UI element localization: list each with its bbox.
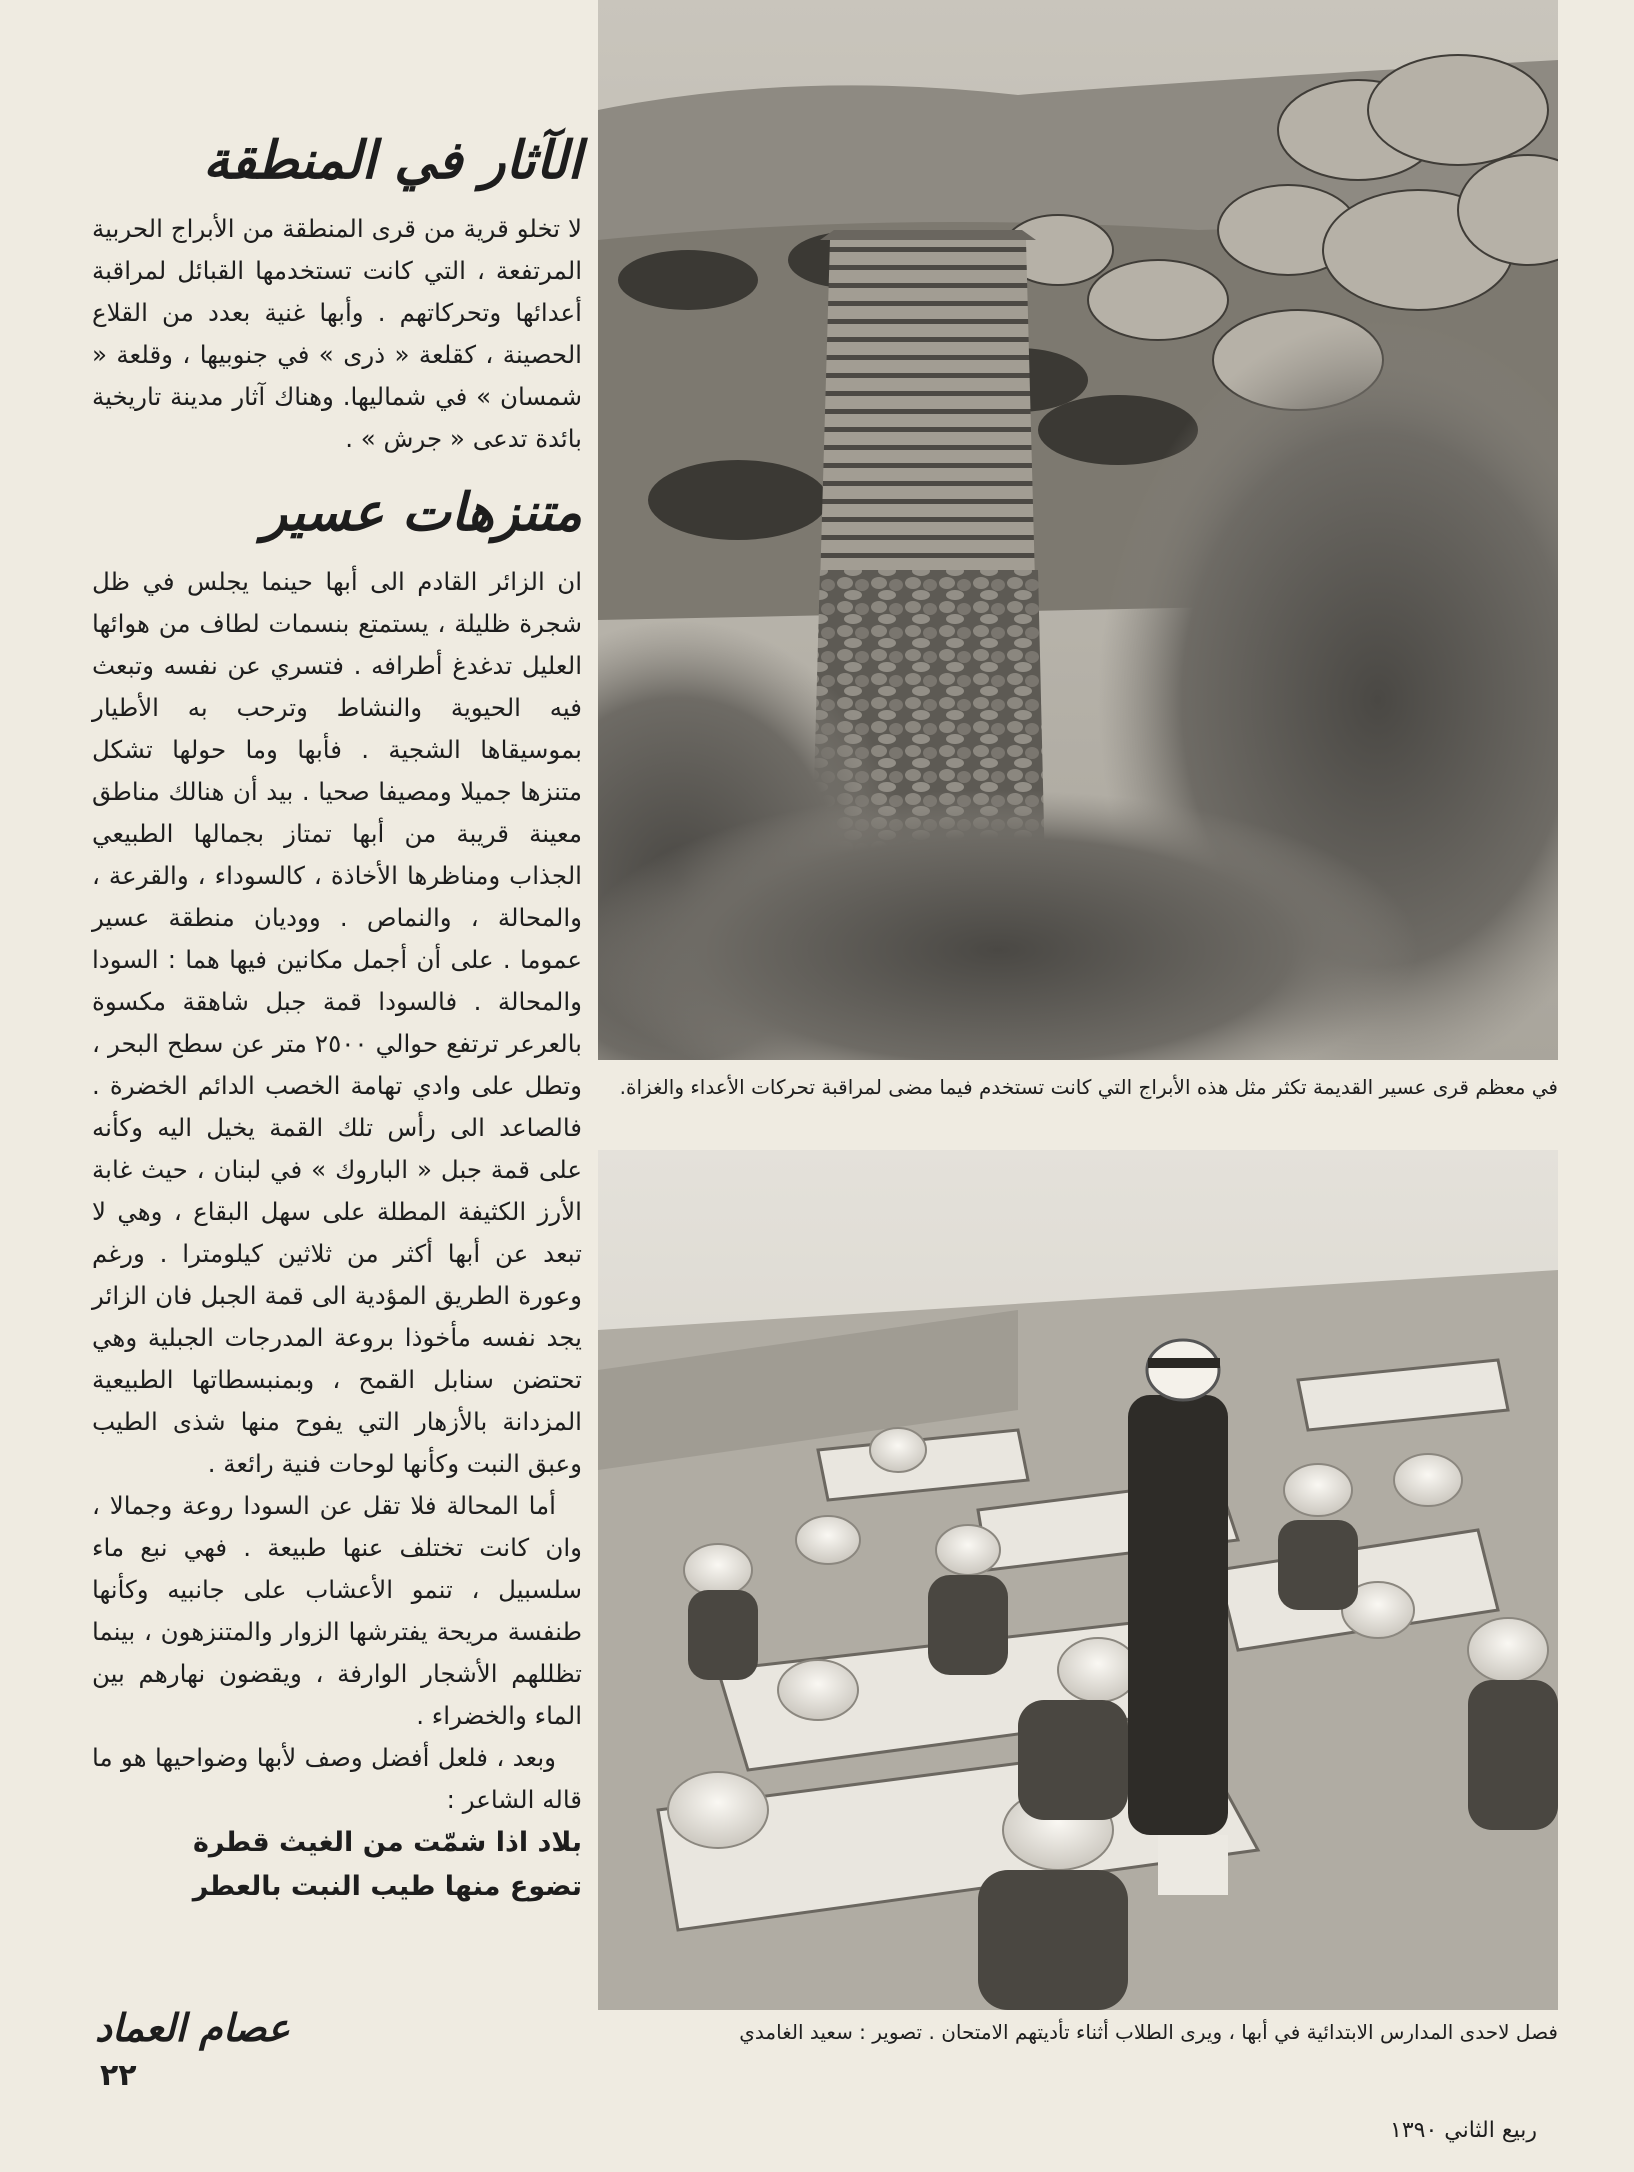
paragraph-poet-intro: وبعد ، فلعل أفضل وصف لأبها وضواحيها هو ما قاله الشاعر : bbox=[92, 1742, 582, 1814]
paragraph-parks: ان الزائر القادم الى أبها حينما يجلس في ظل شجرة ظليلة ، يستمتع بنسمات لطاف من هوائها العليل تدغدغ أطرافه . فتسري عن نفسه وتبعث فيه الحيوية والنشاط وترحب به الأطيار بموسيقاها الشجية . فأبها وما حولها تشكل متنزها جميلا ومصيفا صحيا . بيد أن هنالك مناطق معينة قريبة من أبها تمتاز بجمالها الطبيعي الجذاب ومناظرها الأخاذة ، كالسوداء ، والقرعة ، والمحالة ، والنماص . ووديان منطقة عسير عموما . على أن أجمل مكانين فيها هما : السودا والمحالة . فالسودا قمة جبل شاهقة مكسوة بالعرعر ترتفع حوالي ٢٥٠٠ متر عن سطح البحر ، وتطل على وادي تهامة الخصب الدائم الخضرة . فالصاعد الى رأس تلك القمة يخيل اليه وكأنه على قمة جبل « الباروك » في لبنان ، حيث غابة الأرز الكثيفة المطلة على سهل البقاع ، وهي لا تبعد عن أبها أكثر من ثلاثين كيلومترا . ورغم وعورة الطريق المؤدية الى قمة الجبل فان الزائر يجد نفسه مأخوذا بروعة المدرجات الجبلية وهي تحتضن سنابل القمح ، وبمنبسطاتها الطبيعية المزدانة بالأزهار التي يفوح منها شذى الطيب وعبق النبت وكأنها لوحات فنية رائعة . bbox=[92, 566, 583, 1478]
poem-verse-1: بلاد اذا شمّت من الغيث قطرة bbox=[192, 1826, 582, 1858]
heading-antiquities: الآثار في المنطقة bbox=[203, 130, 582, 191]
caption-classroom: فصل لاحدى المدارس الابتدائية في أبها ، ويرى الطلاب أثناء تأديتهم الامتحان . تصوير : سعيد الغامدي bbox=[739, 2020, 1558, 2044]
issue-date-footer: ربيع الثاني ١٣٩٠ bbox=[1390, 2118, 1537, 2143]
article-text-column bbox=[92, 130, 582, 1909]
paragraph-mahala: أما المحالة فلا تقل عن السودا روعة وجمالا ، وان كانت تختلف عنها طبيعة . فهي نبع ماء سلسبيل ، تنمو الأعشاب على جانبيه وكأنها طنفسة مريحة يفترشها الزوار والمتنزهون ، بينما تظللهم الأشجار الوارفة ، ويقضون نهارهم بين الماء والخضراء . bbox=[92, 1490, 582, 1730]
author-signature: عصام العماد bbox=[95, 2005, 290, 2050]
paragraph-antiquities: لا تخلو قرية من قرى المنطقة من الأبراج الحربية المرتفعة ، التي كانت تستخدمها القبائل لمراقبة أعدائها وتحركاتهم . وأبها غنية بعدد من القلاع الحصينة ، كقلعة « ذرى » في جنوبيها ، وقلعة « شمسان » في شماليها. وهناك آثار مدينة تاريخية بائدة تدعى « جرش » . bbox=[92, 214, 582, 454]
poem-verse-2: تضوع منها طيب النبت بالعطر bbox=[192, 1870, 582, 1902]
heading-parks: متنزهات عسير bbox=[261, 482, 582, 544]
page-number: ٢٢ bbox=[100, 2058, 137, 2093]
caption-watchtower: في معظم قرى عسير القديمة تكثر مثل هذه الأبراج التي كانت تستخدم فيما مضى لمراقبة تحركات الأعداء والغزاة. bbox=[619, 1075, 1558, 1099]
photo-watchtower bbox=[598, 0, 1558, 1060]
photo-classroom bbox=[598, 1150, 1558, 2010]
